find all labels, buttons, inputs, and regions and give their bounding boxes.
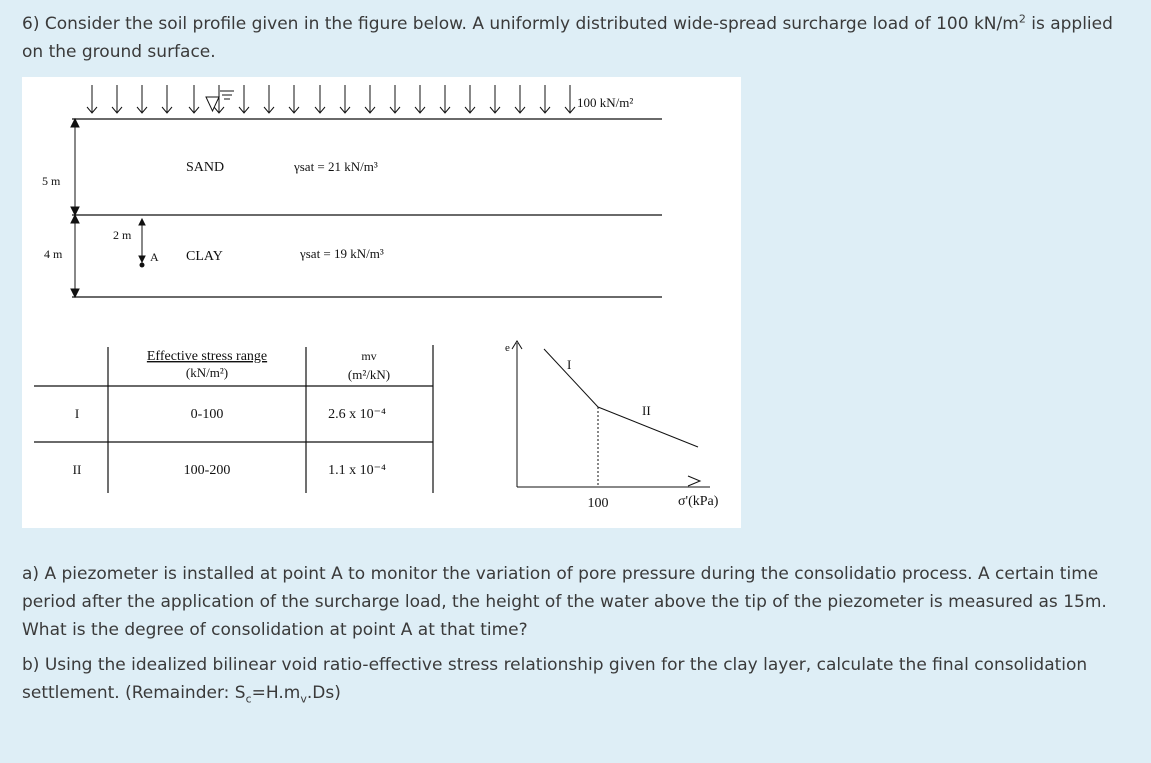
graph-segment-1-label: I	[567, 357, 572, 372]
question-intro	[22, 10, 1132, 66]
question-part-a: a) A piezometer is installed at point A to monitor the variation of pore pressure during the consolidatio process. A certain time period after the application of the surcharge load, the height of the water above the tip of the piezometer is measured as 15m. What is the degree of consolidation at point A at that time?	[22, 564, 1107, 640]
soil-profile-figure	[22, 77, 741, 528]
table-row-range: 100-200	[183, 463, 231, 478]
table-header-range-unit: (kN/m²)	[185, 365, 229, 380]
mv-table	[34, 345, 433, 493]
table-row-mv: 2.6 x 10⁻⁴	[328, 407, 386, 422]
graph-x-label: σ'(kPa)	[678, 494, 719, 509]
graph-x-tick: 100	[587, 496, 609, 511]
clay-label: CLAY	[186, 249, 223, 264]
sand-gamma: γsat = 21 kN/m³	[294, 159, 378, 174]
question-number: 6)	[22, 14, 40, 34]
sand-label: SAND	[186, 160, 225, 175]
surcharge-arrows	[87, 85, 575, 113]
table-row-range: 0-100	[190, 407, 224, 422]
water-table-symbol	[206, 85, 234, 113]
surcharge-label: 100 kN/m²	[577, 95, 634, 110]
point-depth-label: 2 m	[113, 228, 132, 242]
graph-y-label: e	[505, 342, 510, 354]
intro-text: Consider the soil profile given in the figure below. A uniformly distributed wide-spread surcharge load of 100 kN/m	[44, 14, 1019, 34]
intro-text-end: is applied on the ground surface.	[22, 14, 1113, 62]
clay-gamma: γsat = 19 kN/m³	[300, 246, 384, 261]
point-depth-dimension	[139, 219, 145, 262]
intro-superscript: 2	[1018, 12, 1026, 26]
graph-segment-2-label: II	[642, 403, 651, 418]
table-row-id: I	[74, 406, 80, 421]
point-a-marker	[140, 263, 145, 268]
table-header-range: Effective stress range	[146, 349, 268, 364]
sand-thickness-label: 5 m	[42, 174, 61, 188]
point-a-label: A	[150, 250, 159, 264]
question-part-b	[22, 651, 1132, 707]
part-b-text: b) Using the idealized bilinear void ratio-effective stress relationship given for the clay layer, calculate the final consolidation settlement. (Remainder: S	[22, 655, 1088, 703]
part-b-subscript-v: v	[300, 692, 307, 706]
clay-thickness-dimension	[71, 215, 79, 297]
part-b-text-end: .Ds)	[306, 683, 341, 703]
table-header-mv-unit: (m²/kN)	[347, 367, 391, 382]
part-b-subscript-c: c	[245, 692, 252, 706]
table-header-mv: mv	[361, 349, 377, 363]
void-ratio-graph	[505, 341, 719, 511]
part-b-formula: =H.m	[251, 683, 301, 703]
table-row-mv: 1.1 x 10⁻⁴	[328, 463, 386, 478]
clay-thickness-label: 4 m	[44, 247, 63, 261]
sand-thickness-dimension	[71, 119, 79, 215]
table-row-id: II	[72, 462, 82, 477]
